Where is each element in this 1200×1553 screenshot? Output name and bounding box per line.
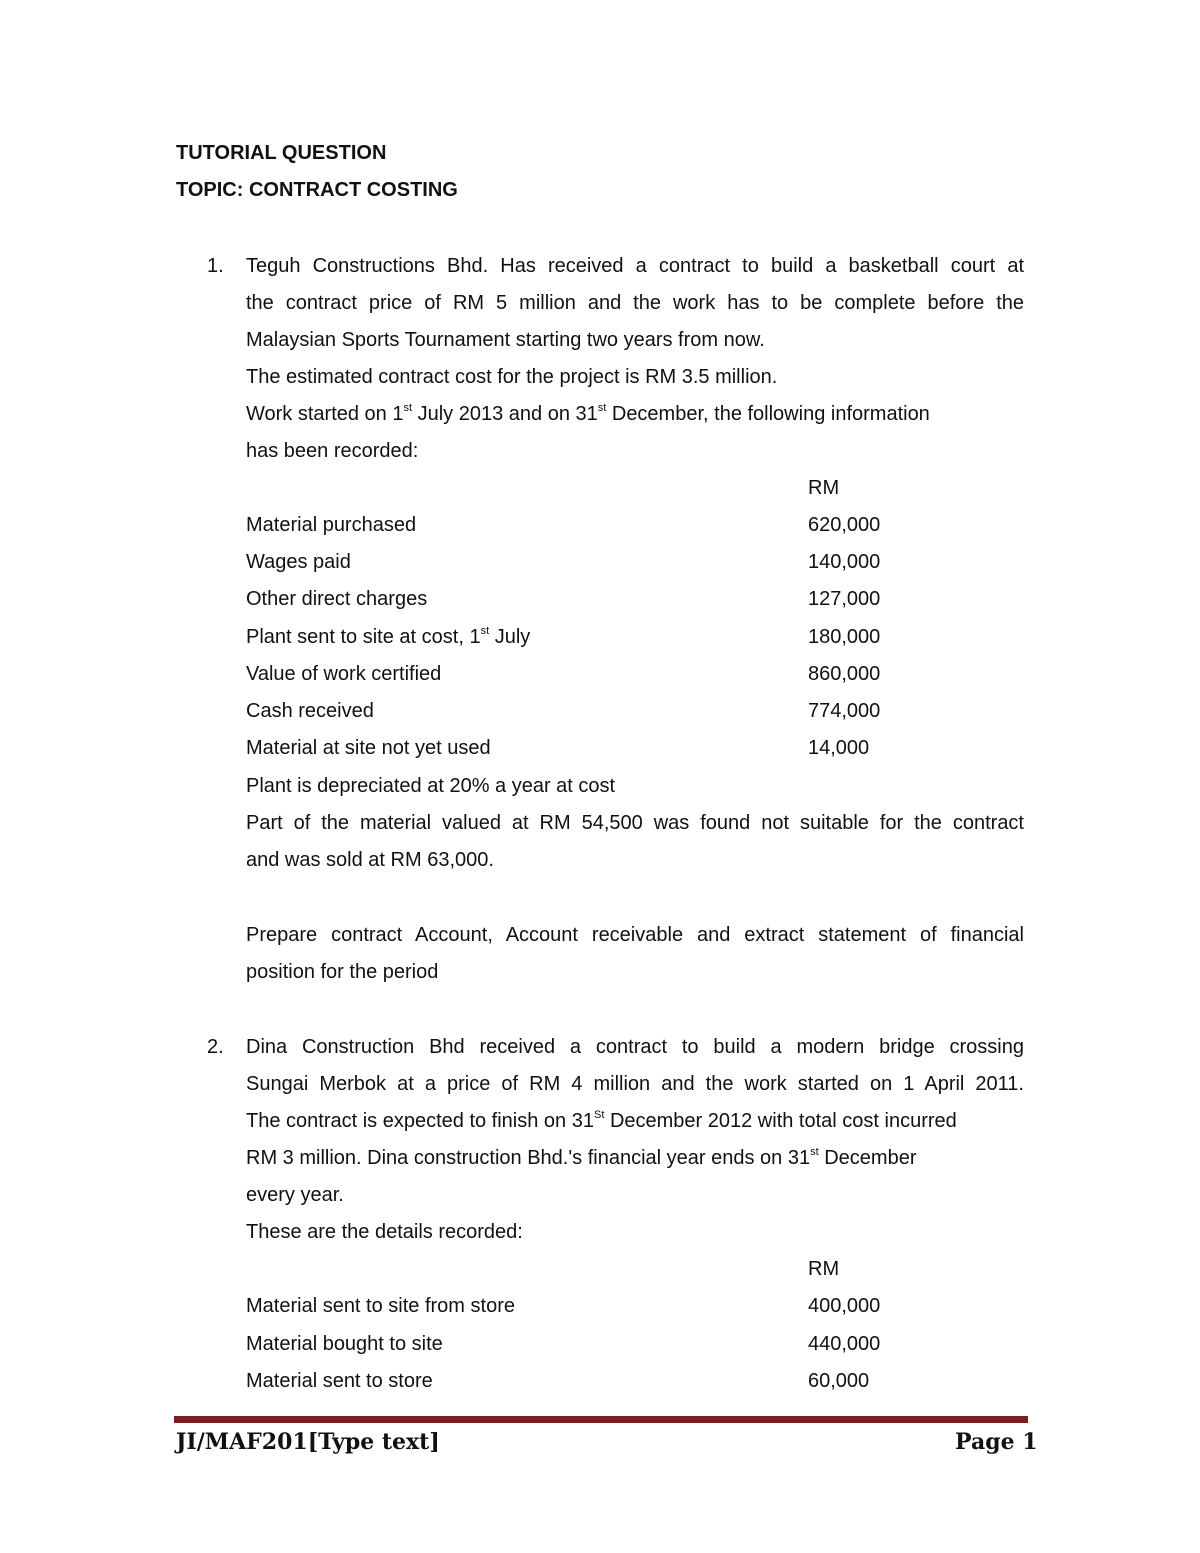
q1-note: and was sold at RM 63,000. — [246, 849, 494, 871]
q1-note: Part of the material valued at RM 54,500 was found not suitable for the contract — [246, 812, 1024, 834]
q2-item-value: 440,000 — [808, 1333, 881, 1355]
q1-item-value: 127,000 — [808, 588, 881, 610]
q1-text-line: The estimated contract cost for the project is RM 3.5 million. — [246, 366, 778, 388]
q1-item-label: Material purchased — [246, 514, 417, 536]
q1-text-line — [246, 403, 1024, 426]
q2-item-label: Material sent to store — [246, 1370, 433, 1392]
q1-item-label: Value of work certified — [246, 663, 442, 685]
question-1-number: 1. — [207, 255, 224, 277]
footer-rule — [174, 1416, 1028, 1423]
document-title: TUTORIAL QUESTION — [176, 142, 387, 164]
q2-currency-header: RM — [808, 1258, 840, 1280]
q1-item-value: 774,000 — [808, 700, 881, 722]
q2-text-line: every year. — [246, 1184, 344, 1206]
q1-item-value: 620,000 — [808, 514, 881, 536]
q2-text-line: These are the details recorded: — [246, 1221, 523, 1243]
document-topic: TOPIC: CONTRACT COSTING — [176, 179, 458, 201]
question-2-number: 2. — [207, 1036, 224, 1058]
q1-text-line: Malaysian Sports Tournament starting two years from now. — [246, 329, 765, 351]
q2-item-value: 60,000 — [808, 1370, 870, 1392]
q1-item-label: Plant sent to site at cost, 1st July — [246, 625, 531, 648]
q1-item-label: Cash received — [246, 700, 374, 722]
q2-item-value: 400,000 — [808, 1295, 881, 1317]
q2-text-line: RM 3 million. Dina construction Bhd.'s financial year ends on 31st December — [246, 1146, 917, 1169]
q2-text-line: The contract is expected to finish on 31St December 2012 with total cost incurred — [246, 1109, 957, 1132]
q2-item-label: Material bought to site — [246, 1333, 443, 1355]
q1-note: Plant is depreciated at 20% a year at cost — [246, 775, 616, 797]
q1-item-value: 140,000 — [808, 551, 881, 573]
q2-text-line: Sungai Merbok at a price of RM 4 million and the work started on 1 April 2011. — [246, 1073, 1024, 1095]
q1-item-value: 14,000 — [808, 737, 870, 759]
footer-course-code: JI/MAF201[Type text] — [176, 1429, 440, 1455]
q1-work-started: Work started on 1st July 2013 and on 31st December, the following information — [246, 402, 930, 425]
q1-text-line: Teguh Constructions Bhd. Has received a contract to build a basketball court at — [246, 255, 1024, 277]
q1-item-label: Material at site not yet used — [246, 737, 491, 759]
q1-item-value: 860,000 — [808, 663, 881, 685]
q2-text-line: Dina Construction Bhd received a contract to build a modern bridge crossing — [246, 1036, 1024, 1058]
footer-page-number: Page 1 — [955, 1429, 1038, 1455]
q1-text-line: has been recorded: — [246, 440, 419, 462]
q1-item-label: Other direct charges — [246, 588, 428, 610]
q1-item-value: 180,000 — [808, 626, 881, 648]
q1-instruction: Prepare contract Account, Account receivable and extract statement of financial — [246, 924, 1024, 946]
q1-currency-header: RM — [808, 477, 840, 499]
q1-text-line: the contract price of RM 5 million and the work has to be complete before the — [246, 292, 1024, 314]
q1-instruction: position for the period — [246, 961, 439, 983]
q2-item-label: Material sent to site from store — [246, 1295, 515, 1317]
q1-item-label: Wages paid — [246, 551, 351, 573]
